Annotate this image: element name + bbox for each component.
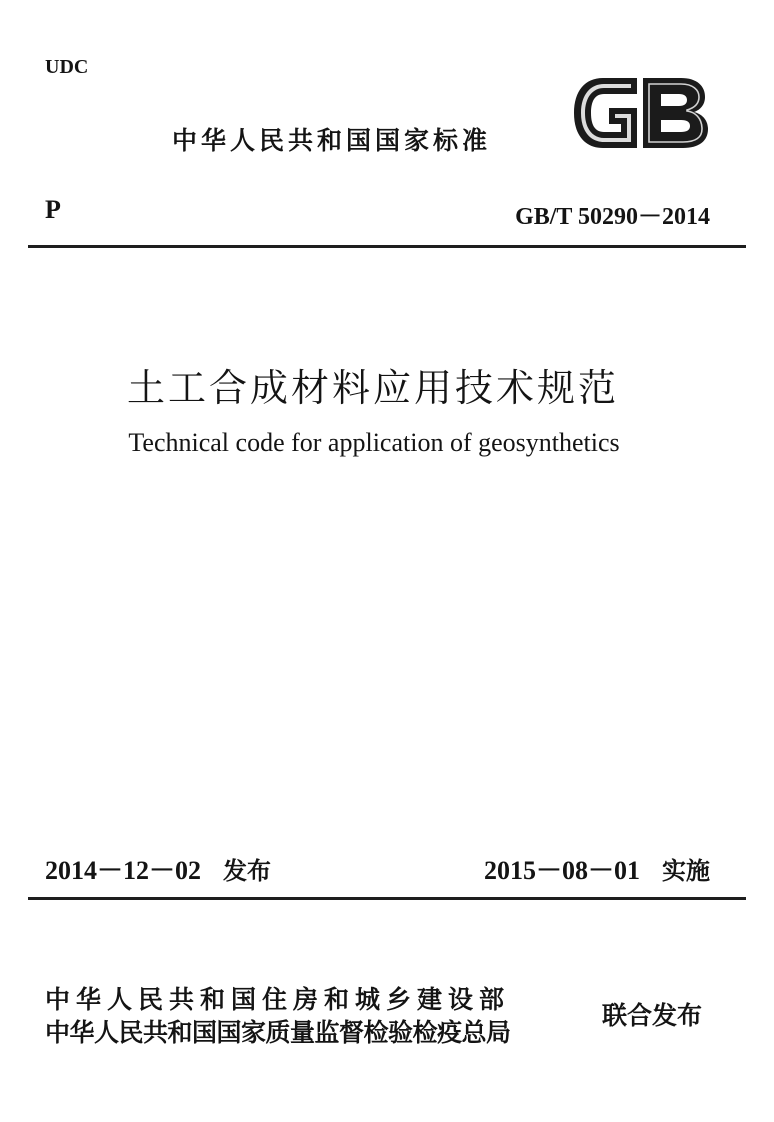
gb-logo-icon (571, 74, 711, 152)
bottom-divider (28, 897, 746, 900)
implement-date: 2015－08－01 (483, 856, 640, 885)
document-title-english: Technical code for application of geosynthetics (128, 428, 620, 457)
issue-label: 发布 (223, 857, 272, 885)
publisher-line-2: 中华人民共和国国家质量监督检验检疫总局 (45, 1018, 511, 1047)
joint-publication-label: 联合发布 (602, 1001, 703, 1030)
implement-label: 实施 (662, 857, 710, 885)
classification-code: P (45, 195, 61, 224)
udc-label: UDC (45, 56, 89, 78)
standard-number: GB/T 50290－2014 (515, 204, 710, 230)
implement-date-block (484, 850, 710, 887)
issue-date: 2014－12－02 (45, 856, 202, 885)
publisher-line-1: 中华人民共和国住房和城乡建设部 (45, 985, 511, 1014)
issue-date-block (45, 850, 271, 887)
top-divider (28, 245, 746, 248)
standard-type-title: 中华人民共和国国家标准 (172, 126, 492, 155)
document-title-chinese: 土工合成材料应用技术规范 (126, 366, 619, 410)
